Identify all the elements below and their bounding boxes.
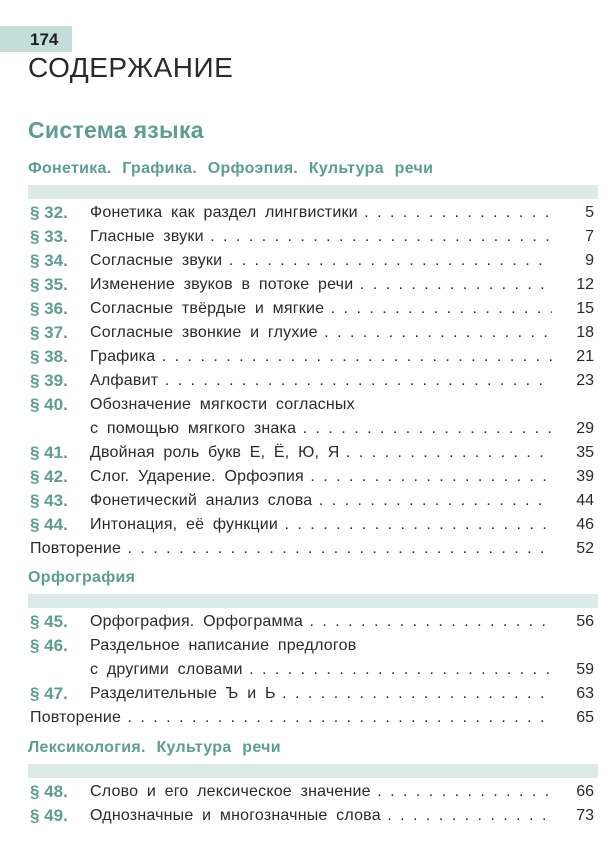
entry-title: Гласные звуки . . .: [90, 225, 552, 249]
section-number: § 45.: [30, 612, 68, 631]
group-title: Орфография: [28, 569, 136, 586]
entry-page: 21: [576, 348, 594, 365]
entry-title: Разделительные Ъ и Ь . . .: [90, 682, 552, 706]
group-divider: [28, 764, 598, 778]
entry-page: 65: [576, 709, 594, 726]
section-number: § 44.: [30, 515, 68, 534]
entry-title: Орфография. Орфограмма . . .: [90, 610, 552, 634]
toc-entry[interactable]: [28, 201, 598, 225]
toc-group-phonetics: [28, 157, 598, 561]
section-number: § 46.: [30, 636, 68, 655]
entry-page: 56: [576, 613, 594, 630]
entry-page: 39: [576, 468, 594, 485]
toc-entry[interactable]: [28, 249, 598, 273]
page-number: 174: [30, 30, 59, 49]
entry-title: Согласные звонкие и глухие . . .: [90, 321, 552, 345]
entry-title: Раздельное написание предлогов: [90, 637, 357, 654]
section-number: § 49.: [30, 806, 68, 825]
group-title: Лексикология. Культура речи: [28, 739, 281, 756]
entry-title-continuation: с другими словами . . .: [90, 658, 552, 682]
entry-title: Повторение . . .: [30, 537, 552, 561]
entry-title: Двойная роль букв Е, Ё, Ю, Я . . .: [90, 441, 552, 465]
entry-title: Фонетический анализ слова . . .: [90, 489, 552, 513]
entry-title: Слог. Ударение. Орфоэпия . . .: [90, 465, 552, 489]
section-number: § 34.: [30, 251, 68, 270]
toc-group-orthography: [28, 566, 598, 730]
entry-page: 44: [576, 492, 594, 509]
section-number: § 41.: [30, 443, 68, 462]
entry-title: Фонетика как раздел лингвистики . . .: [90, 201, 552, 225]
section-number: § 35.: [30, 275, 68, 294]
entry-title: Обозначение мягкости согласных: [90, 396, 355, 413]
toc-entry[interactable]: [28, 780, 598, 804]
entry-page: 15: [576, 300, 594, 317]
toc-entry-review[interactable]: [28, 706, 598, 730]
section-number: § 32.: [30, 203, 68, 222]
group-title: Фонетика. Графика. Орфоэпия. Культура речи: [28, 160, 434, 177]
toc-entry[interactable]: [28, 610, 598, 634]
entry-page: 12: [576, 276, 594, 293]
toc-entry[interactable]: [28, 321, 598, 345]
toc-group-lexicology: [28, 736, 598, 828]
toc-entry-continuation[interactable]: [28, 417, 598, 441]
entry-page: 73: [576, 807, 594, 824]
entry-title: Однозначные и многозначные слова . . .: [90, 804, 552, 828]
toc-entry[interactable]: [28, 634, 598, 658]
section-number: § 38.: [30, 347, 68, 366]
entry-page: 18: [576, 324, 594, 341]
toc-entry[interactable]: [28, 393, 598, 417]
section-number: § 42.: [30, 467, 68, 486]
entry-page: 63: [576, 685, 594, 702]
toc-entry[interactable]: [28, 682, 598, 706]
toc-entry[interactable]: [28, 345, 598, 369]
toc-entry[interactable]: [28, 225, 598, 249]
entry-title: Повторение . . .: [30, 706, 552, 730]
entry-page: 23: [576, 372, 594, 389]
section-number: § 33.: [30, 227, 68, 246]
toc-entry[interactable]: [28, 489, 598, 513]
toc-title: СОДЕРЖАНИЕ: [28, 52, 234, 83]
section-number: § 43.: [30, 491, 68, 510]
toc-entry-review[interactable]: [28, 537, 598, 561]
entry-title: Алфавит . . .: [90, 369, 552, 393]
section-title: Система языка: [28, 117, 204, 143]
group-divider: [28, 594, 598, 608]
toc-entry[interactable]: [28, 441, 598, 465]
entry-page: 5: [585, 204, 594, 221]
entry-page: 35: [576, 444, 594, 461]
toc-entry[interactable]: [28, 465, 598, 489]
entry-page: 9: [585, 252, 594, 269]
toc-entry[interactable]: [28, 369, 598, 393]
section-number: § 47.: [30, 684, 68, 703]
entry-page: 46: [576, 516, 594, 533]
entry-title-continuation: с помощью мягкого знака . . .: [90, 417, 552, 441]
section-number: § 48.: [30, 782, 68, 801]
section-number: § 37.: [30, 323, 68, 342]
group-divider: [28, 185, 598, 199]
entry-page: 7: [585, 228, 594, 245]
toc-entry[interactable]: [28, 804, 598, 828]
entry-page: 29: [576, 420, 594, 437]
entry-title: Согласные звуки . . .: [90, 249, 552, 273]
entry-title: Согласные твёрдые и мягкие . . .: [90, 297, 552, 321]
toc-entry[interactable]: [28, 273, 598, 297]
entry-title: Интонация, её функции . . .: [90, 513, 552, 537]
entry-title: Изменение звуков в потоке речи . . .: [90, 273, 552, 297]
toc-entry-continuation[interactable]: [28, 658, 598, 682]
entry-page: 52: [576, 540, 594, 557]
section-number: § 36.: [30, 299, 68, 318]
toc-entry[interactable]: [28, 513, 598, 537]
entry-page: 66: [576, 783, 594, 800]
section-number: § 39.: [30, 371, 68, 390]
section-number: § 40.: [30, 395, 68, 414]
entry-title: Слово и его лексическое значение . . .: [90, 780, 552, 804]
entry-title: Графика . . .: [90, 345, 552, 369]
toc-entry[interactable]: [28, 297, 598, 321]
entry-page: 59: [576, 661, 594, 678]
